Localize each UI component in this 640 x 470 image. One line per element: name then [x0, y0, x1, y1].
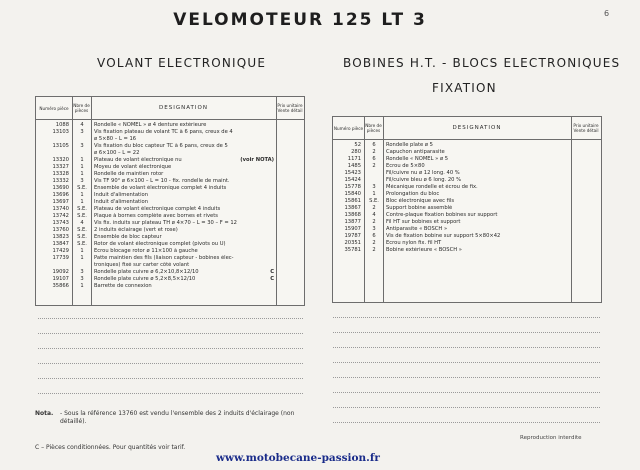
col-header-price: Prix unitaire Vente détail [277, 103, 303, 113]
designation-cell: Barrette de connexion [94, 283, 152, 289]
designation-cell: Capuchon antiparasite [386, 149, 445, 155]
table-row [36, 241, 304, 247]
quantity-cell: 4 [80, 122, 84, 128]
quantity-cell: S.E. [77, 213, 87, 219]
designation-cell: Fil HT sur bobines et support [386, 219, 461, 225]
dotted-line [333, 317, 600, 318]
table-row [333, 226, 601, 232]
table-row [333, 205, 601, 211]
table-row [36, 276, 304, 282]
quantity-cell: 3 [372, 226, 376, 232]
quantity-cell: 2 [372, 240, 376, 246]
part-number-cell: 13332 [52, 178, 69, 184]
quantity-cell: 6 [372, 156, 376, 162]
col-header-designation: DESIGNATION [452, 124, 502, 131]
designation-cell: ø 6×100 – L = 22 [94, 150, 140, 156]
part-number-cell: 35781 [344, 247, 361, 253]
right-section-title: BOBINES H.T. - BLOCS ELECTRONIQUES [343, 56, 621, 70]
quantity-cell: 1 [80, 192, 84, 198]
table-row [333, 212, 601, 218]
part-number-cell: 15861 [344, 198, 361, 204]
table-row [333, 184, 601, 190]
quantity-cell: S.E. [369, 198, 379, 204]
col-header-num: Numéro pièce [39, 105, 69, 111]
table-row [36, 136, 304, 142]
dotted-line [38, 348, 303, 349]
table-row [36, 283, 304, 289]
part-number-cell: 17739 [52, 255, 69, 261]
quantity-cell: 3 [80, 276, 84, 282]
left-table-header [36, 97, 304, 120]
part-number-cell: 19787 [344, 233, 361, 239]
table-row [36, 255, 304, 261]
note-label: Nota. [35, 410, 54, 417]
dotted-line [333, 392, 600, 393]
table-row [36, 171, 304, 177]
legend-text: C – Pièces conditionnées. Pour quantités voir tarif. [35, 444, 186, 451]
designation-cell: Rotor de volant électronique complet (pivots ou U) [94, 241, 226, 247]
quantity-cell: 2 [372, 247, 376, 253]
designation-cell: ø 5×80 – L = 16 [94, 136, 137, 142]
col-header-price: Prix unitaire Vente détail [573, 123, 599, 133]
part-number-cell: 13742 [52, 213, 69, 219]
table-row [36, 178, 304, 184]
designation-cell: Ecrou nylon fix. fil HT [386, 240, 442, 246]
quantity-cell: 1 [80, 283, 84, 289]
designation-cell: Fil/cuivre bleu ø 6 long. 20 % [386, 177, 462, 183]
part-number-cell: 19107 [52, 276, 69, 282]
right-parts-table [332, 116, 602, 303]
col-header-designation: DESIGNATION [159, 104, 208, 111]
dotted-line [333, 377, 600, 378]
dotted-line [38, 393, 303, 394]
part-number-cell: 1088 [55, 122, 69, 128]
left-parts-table [35, 96, 305, 306]
designation-cell: Plateau de volant électronique nu [94, 157, 182, 163]
table-row [333, 191, 601, 197]
designation-cell: Contre-plaque fixation bobines sur support [386, 212, 498, 218]
part-number-cell: 15907 [344, 226, 361, 232]
table-row [333, 177, 601, 183]
designation-cell: Fil/cuivre nu ø 12 long. 40 % [386, 170, 460, 176]
part-number-cell: 13697 [52, 199, 69, 205]
part-number-cell: 13105 [52, 143, 69, 149]
quantity-cell: S.E. [77, 185, 87, 191]
part-number-cell: 13327 [52, 164, 69, 170]
quantity-cell: 3 [80, 269, 84, 275]
part-number-cell: 13696 [52, 192, 69, 198]
designation-cell: Vis fix. induits sur plateau TH ø 4×70 – L = 30 – F = 12 [94, 220, 237, 226]
designation-cell: Bloc électronique avec fils [386, 198, 455, 204]
quantity-cell: 4 [80, 220, 84, 226]
designation-cell: Ecrou de 5×80 [386, 163, 425, 169]
quantity-cell: S.E. [77, 206, 87, 212]
designation-cell: Rondelle plate ø 5 [386, 142, 433, 148]
dotted-line [38, 333, 303, 334]
part-number-cell: 1171 [347, 156, 361, 162]
designation-cell: Ensemble de bloc capteur [94, 234, 162, 240]
quantity-cell: 2 [372, 163, 376, 169]
designation-extra-cell: C [270, 269, 274, 275]
part-number-cell: 13740 [52, 206, 69, 212]
table-row [333, 198, 601, 204]
designation-cell: Prolongation du bloc [386, 191, 440, 197]
designation-cell: Moyeu de volant électronique [94, 164, 172, 170]
table-row [333, 149, 601, 155]
quantity-cell: 6 [372, 142, 376, 148]
designation-cell: Vis de fixation bobine sur support 5×80×42 [386, 233, 501, 239]
part-number-cell: 15423 [344, 170, 361, 176]
table-row [36, 262, 304, 268]
table-row [36, 234, 304, 240]
table-row [333, 240, 601, 246]
quantity-cell: 1 [80, 157, 84, 163]
table-row [36, 164, 304, 170]
website-link[interactable]: www.motobecane-passion.fr [216, 452, 380, 464]
quantity-cell: 3 [80, 143, 84, 149]
designation-cell: Patte maintien des fils (liaison capteur - bobines élec- [94, 255, 234, 261]
designation-cell: Plaque à bornes complète avec bornes et rivets [94, 213, 218, 219]
right-table-header [333, 117, 601, 140]
right-section-subtitle: FIXATION [432, 81, 497, 95]
quantity-cell: S.E. [77, 241, 87, 247]
designation-cell: troniques) fixé sur carter côté volant [94, 262, 190, 268]
part-number-cell: 13868 [344, 212, 361, 218]
quantity-cell: 2 [372, 205, 376, 211]
part-number-cell: 20351 [344, 240, 361, 246]
quantity-cell: 3 [80, 178, 84, 184]
part-number-cell: 13847 [52, 241, 69, 247]
quantity-cell: 3 [80, 129, 84, 135]
table-row [36, 122, 304, 128]
designation-cell: Plateau de volant électronique complet 4 induits [94, 206, 221, 212]
table-row [36, 150, 304, 156]
part-number-cell: 13690 [52, 185, 69, 191]
table-row [333, 142, 601, 148]
table-row [36, 213, 304, 219]
table-row [36, 129, 304, 135]
designation-cell: Rondelle de maintien rotor [94, 171, 164, 177]
designation-cell: Induit d'alimentation [94, 192, 148, 198]
table-row [36, 157, 304, 163]
designation-cell: Rondelle plate cuivre ø 5,2×8,5×12/10 [94, 276, 196, 282]
designation-cell: Rondelle « NOMEL » ø 4 denture extérieure [94, 122, 207, 128]
quantity-cell: 1 [80, 255, 84, 261]
designation-cell: 2 induits éclairage (vert et rose) [94, 227, 178, 233]
part-number-cell: 13760 [52, 227, 69, 233]
part-number-cell: 52 [354, 142, 361, 148]
part-number-cell: 15424 [344, 177, 361, 183]
part-number-cell: 15840 [344, 191, 361, 197]
part-number-cell: 13877 [344, 219, 361, 225]
part-number-cell: 1485 [347, 163, 361, 169]
quantity-cell: 6 [372, 233, 376, 239]
part-number-cell: 13743 [52, 220, 69, 226]
table-row [333, 163, 601, 169]
table-row [333, 247, 601, 253]
designation-cell: Rondelle « NOMEL » ø 5 [386, 156, 449, 162]
left-section-title: VOLANT ELECTRONIQUE [97, 56, 267, 70]
table-row [36, 269, 304, 275]
designation-cell: Induit d'alimentation [94, 199, 148, 205]
table-row [36, 248, 304, 254]
col-header-num: Numéro pièce [333, 125, 364, 131]
table-row [333, 219, 601, 225]
quantity-cell: S.E. [77, 227, 87, 233]
quantity-cell: 1 [80, 171, 84, 177]
dotted-line [333, 362, 600, 363]
designation-cell: Ensemble de volant électronique complet 4 induits [94, 185, 227, 191]
table-row [36, 143, 304, 149]
quantity-cell: 4 [372, 212, 376, 218]
designation-cell: Vis TF 90° ø 6×100 – L = 10 - fix. rondelle de maint. [94, 178, 230, 184]
page-title: VELOMOTEUR 125 LT 3 [173, 10, 427, 30]
designation-cell: Vis fixation plateau de volant TC à 6 pans, creux de 4 [94, 129, 233, 135]
part-number-cell: 13320 [52, 157, 69, 163]
table-row [333, 170, 601, 176]
quantity-cell: 2 [372, 149, 376, 155]
part-number-cell: 19092 [52, 269, 69, 275]
designation-cell: Vis fixation du bloc capteur TC à 6 pans, creux de 5 [94, 143, 228, 149]
dotted-line [38, 363, 303, 364]
part-number-cell: 15778 [344, 184, 361, 190]
col-header-qty: Nbre de pièces [73, 103, 90, 113]
table-row [333, 156, 601, 162]
designation-cell: Support bobine assemblé [386, 205, 453, 211]
quantity-cell: 1 [372, 191, 376, 197]
quantity-cell: 1 [80, 248, 84, 254]
dotted-line [38, 318, 303, 319]
part-number-cell: 13823 [52, 234, 69, 240]
dotted-line [333, 422, 600, 423]
quantity-cell: 3 [372, 184, 376, 190]
dotted-line [38, 378, 303, 379]
designation-cell: Mécanique rondelle et écrou de fix. [386, 184, 478, 190]
dotted-line [333, 407, 600, 408]
designation-cell: Antiparasite « BOSCH » [386, 226, 448, 232]
designation-cell: Rondelle plate cuivre ø 6,2×10,8×12/10 [94, 269, 199, 275]
dotted-line [333, 347, 600, 348]
page-number: 6 [604, 9, 610, 18]
table-row [36, 199, 304, 205]
table-row [333, 233, 601, 239]
part-number-cell: 280 [351, 149, 361, 155]
reproduction-notice: Reproduction interdite [520, 435, 582, 441]
designation-cell: Bobine extérieure « BOSCH » [386, 247, 462, 253]
designation-extra-cell: C [270, 276, 274, 282]
dotted-line [333, 332, 600, 333]
quantity-cell: 1 [80, 164, 84, 170]
quantity-cell: 1 [80, 199, 84, 205]
col-header-qty: Nbre de pièces [365, 123, 382, 133]
part-number-cell: 13328 [52, 171, 69, 177]
designation-cell: Ecrou blocage rotor ø 11×100 à gauche [94, 248, 198, 254]
part-number-cell: 13867 [344, 205, 361, 211]
quantity-cell: 2 [372, 219, 376, 225]
table-row [36, 206, 304, 212]
part-number-cell: 17429 [52, 248, 69, 254]
table-row [36, 227, 304, 233]
part-number-cell: 35866 [52, 283, 69, 289]
table-row [36, 220, 304, 226]
note-text: - Sous la référence 13760 est vendu l'ensemble des 2 induits d'éclairage (non détaillé). [60, 410, 295, 425]
part-number-cell: 13103 [52, 129, 69, 135]
designation-extra-cell: (voir NOTA) [240, 157, 274, 163]
table-row [36, 192, 304, 198]
quantity-cell: S.E. [77, 234, 87, 240]
table-row [36, 185, 304, 191]
